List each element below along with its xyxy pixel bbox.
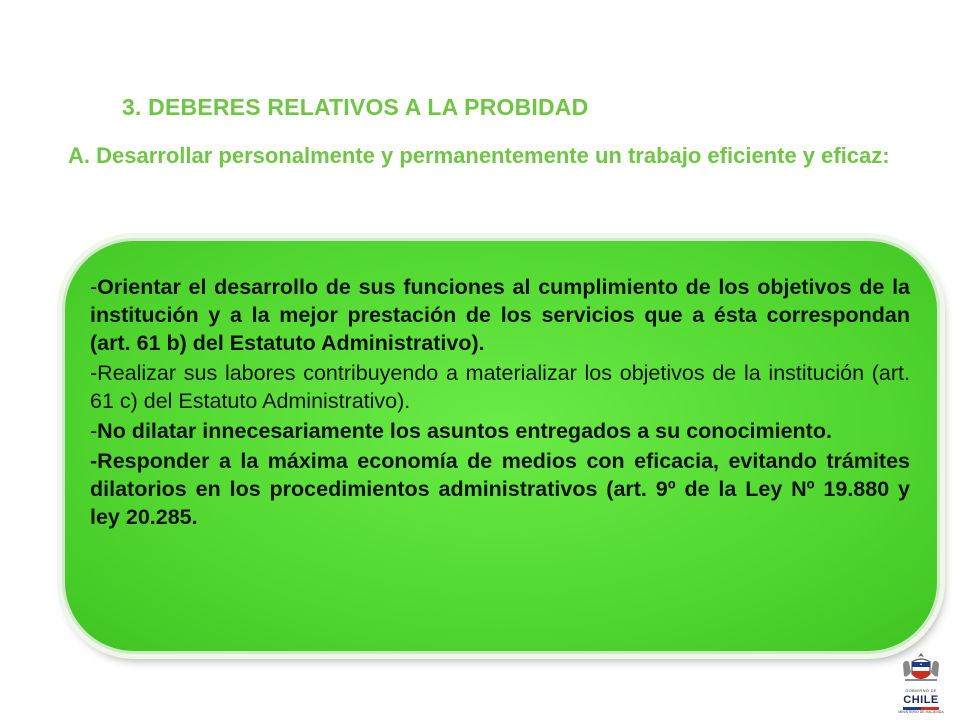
duty-item-4: -Responder a la máxima economía de medios con eficacia, evitando trámites dilatorios en los procedimientos administrativos (art. 9º de la Ley Nº 19.880 y ley 20.285.: [90, 449, 910, 529]
logo-bottom-text: MINISTERIO DE HACIENDA: [898, 710, 944, 714]
content-text: [90, 273, 910, 533]
logo-main-text: CHILE: [903, 694, 939, 706]
slide-subtitle: A. Desarrollar personalmente y permanentemente un trabajo eficiente y eficaz:: [68, 143, 890, 168]
coat-of-arms-icon: [895, 650, 947, 688]
duty-item-3: -No dilatar innecesariamente los asuntos entregados a su conocimiento.: [90, 419, 832, 443]
gobierno-de-chile-logo: [895, 650, 947, 714]
slide-title: 3. DEBERES RELATIVOS A LA PROBIDAD: [122, 94, 589, 120]
duty-item-1: -Orientar el desarrollo de sus funciones al cumplimiento de los objetivos de la institución y a la mejor prestación de los servicios que a ésta correspondan (art. 61 b) del Estatuto Administrativo).: [90, 275, 910, 355]
duty-item-2: -Realizar sus labores contribuyendo a materializar los objetivos de la institución (art. 61 c) del Estatuto Administrativo).: [90, 361, 910, 413]
logo-top-text: GOBIERNO DE: [905, 688, 937, 693]
